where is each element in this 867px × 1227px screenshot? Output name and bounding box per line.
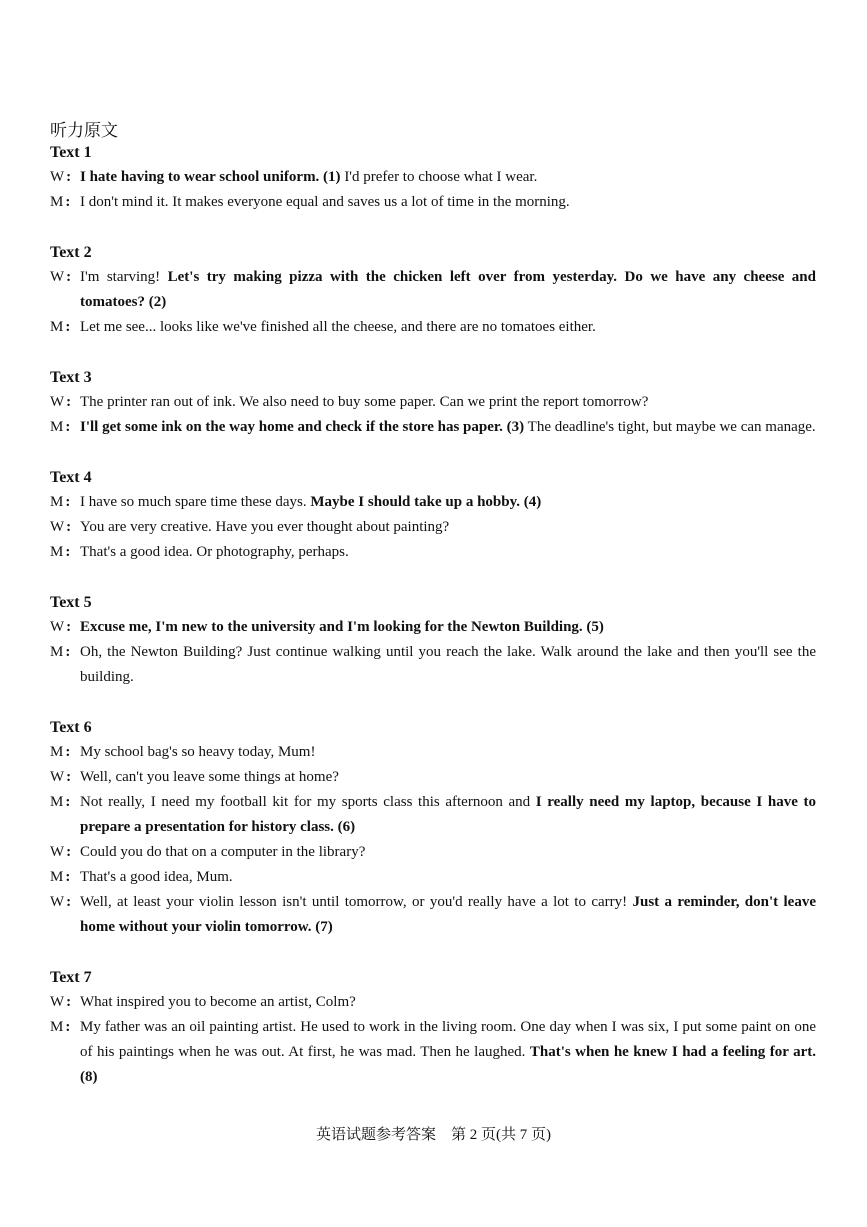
dialogue-line bbox=[50, 490, 816, 515]
line-text bbox=[80, 165, 816, 190]
section-title: Text 6 bbox=[50, 719, 92, 736]
dialogue-line bbox=[50, 415, 816, 440]
line-text bbox=[80, 390, 816, 415]
dialogue-line bbox=[50, 265, 816, 315]
speaker-name: W bbox=[50, 394, 65, 410]
speaker-name: W bbox=[50, 894, 65, 910]
speaker-name: M bbox=[50, 1019, 64, 1035]
transcript-section bbox=[50, 365, 816, 440]
dialogue-text: I'm starving! bbox=[80, 269, 168, 285]
speaker-name: M bbox=[50, 744, 64, 760]
page-footer: 英语试题参考答案 第 2 页(共 7 页) bbox=[316, 1127, 551, 1143]
dialogue-text: Well, can't you leave some things at home? bbox=[80, 769, 339, 785]
speaker-name: M bbox=[50, 419, 64, 435]
answer-clue-text: Maybe I should take up a hobby. (4) bbox=[310, 494, 542, 510]
transcript bbox=[50, 140, 816, 1115]
speaker-name: W bbox=[50, 169, 65, 185]
speaker-label: W : bbox=[50, 619, 72, 635]
answer-clue-text: I hate having to wear school uniform. (1) bbox=[80, 169, 341, 185]
dialogue-line bbox=[50, 615, 816, 640]
speaker-name: W bbox=[50, 619, 65, 635]
dialogue-text: I have so much spare time these days. bbox=[80, 494, 311, 510]
section-title: Text 2 bbox=[50, 244, 92, 261]
page-heading: 听力原文 bbox=[50, 121, 118, 140]
line-text bbox=[80, 190, 816, 215]
speaker-label: M : bbox=[50, 194, 71, 210]
speaker-name: W bbox=[50, 269, 65, 285]
dialogue-line bbox=[50, 740, 816, 765]
line-text bbox=[80, 1015, 816, 1090]
line-text bbox=[80, 540, 816, 565]
dialogue-line bbox=[50, 1015, 816, 1090]
speaker-label: W : bbox=[50, 994, 72, 1010]
section-title: Text 5 bbox=[50, 594, 92, 611]
transcript-section bbox=[50, 465, 816, 565]
dialogue-line bbox=[50, 165, 816, 190]
speaker-label: W : bbox=[50, 169, 72, 185]
dialogue-text: That's a good idea, Mum. bbox=[80, 869, 233, 885]
speaker-name: W bbox=[50, 844, 65, 860]
dialogue-line bbox=[50, 640, 816, 690]
speaker-name: M bbox=[50, 194, 64, 210]
speaker-label: M : bbox=[50, 644, 71, 660]
speaker-name: M bbox=[50, 794, 64, 810]
line-text bbox=[80, 890, 816, 940]
speaker-name: M bbox=[50, 544, 64, 560]
dialogue-text: The deadline's tight, but maybe we can manage. bbox=[524, 419, 816, 435]
speaker-label: W : bbox=[50, 894, 72, 910]
speaker-name: M bbox=[50, 644, 64, 660]
dialogue-line bbox=[50, 315, 816, 340]
line-text bbox=[80, 315, 816, 340]
transcript-section bbox=[50, 240, 816, 340]
line-text bbox=[80, 765, 816, 790]
line-text bbox=[80, 790, 816, 840]
line-text bbox=[80, 990, 816, 1015]
section-title: Text 3 bbox=[50, 369, 92, 386]
dialogue-line bbox=[50, 515, 816, 540]
line-text bbox=[80, 615, 816, 640]
answer-clue-text: I really need my laptop, because I have to prepare a presentation for history class. (6) bbox=[80, 794, 816, 835]
line-text bbox=[80, 640, 816, 690]
dialogue-line bbox=[50, 190, 816, 215]
speaker-name: M bbox=[50, 319, 64, 335]
section-title: Text 7 bbox=[50, 969, 92, 986]
transcript-section bbox=[50, 140, 816, 215]
transcript-section bbox=[50, 590, 816, 690]
dialogue-line bbox=[50, 865, 816, 890]
dialogue-text: I don't mind it. It makes everyone equal and saves us a lot of time in the morning. bbox=[80, 194, 570, 210]
transcript-section bbox=[50, 965, 816, 1090]
speaker-label: M : bbox=[50, 319, 71, 335]
transcript-section bbox=[50, 715, 816, 940]
section-title: Text 1 bbox=[50, 144, 92, 161]
dialogue-text: What inspired you to become an artist, Colm? bbox=[80, 994, 356, 1010]
speaker-name: W bbox=[50, 519, 65, 535]
dialogue-text: Well, at least your violin lesson isn't until tomorrow, or you'd really have a lot to carry! bbox=[80, 894, 633, 910]
dialogue-text: Not really, I need my football kit for my sports class this afternoon and bbox=[80, 794, 536, 810]
speaker-label: M : bbox=[50, 544, 71, 560]
answer-clue-text: That's when he knew I had a feeling for art. (8) bbox=[80, 1044, 816, 1085]
dialogue-line bbox=[50, 390, 816, 415]
speaker-label: W : bbox=[50, 519, 72, 535]
dialogue-text: My father was an oil painting artist. He used to work in the living room. One day when I was six, I put some paint on one of his paintings when he was out. At first, he was mad. Then he laughed. bbox=[80, 1019, 816, 1060]
dialogue-line bbox=[50, 840, 816, 865]
dialogue-text: That's a good idea. Or photography, perhaps. bbox=[80, 544, 349, 560]
speaker-label: M : bbox=[50, 794, 71, 810]
dialogue-text: My school bag's so heavy today, Mum! bbox=[80, 744, 316, 760]
line-text bbox=[80, 840, 816, 865]
dialogue-text: Could you do that on a computer in the library? bbox=[80, 844, 366, 860]
dialogue-line bbox=[50, 790, 816, 840]
speaker-label: W : bbox=[50, 769, 72, 785]
line-text bbox=[80, 740, 816, 765]
speaker-label: M : bbox=[50, 869, 71, 885]
dialogue-line bbox=[50, 990, 816, 1015]
dialogue-text: I'd prefer to choose what I wear. bbox=[340, 169, 538, 185]
speaker-label: M : bbox=[50, 494, 71, 510]
line-text bbox=[80, 490, 816, 515]
line-text bbox=[80, 265, 816, 315]
speaker-name: M bbox=[50, 869, 64, 885]
dialogue-text: You are very creative. Have you ever thought about painting? bbox=[80, 519, 450, 535]
speaker-name: M bbox=[50, 494, 64, 510]
speaker-name: W bbox=[50, 994, 65, 1010]
speaker-label: M : bbox=[50, 1019, 71, 1035]
speaker-label: M : bbox=[50, 744, 71, 760]
dialogue-text: The printer ran out of ink. We also need to buy some paper. Can we print the report tomorrow? bbox=[80, 394, 649, 410]
answer-clue-text: Just a reminder, don't leave home without your violin tomorrow. (7) bbox=[80, 894, 816, 935]
speaker-label: M : bbox=[50, 419, 71, 435]
speaker-label: W : bbox=[50, 394, 72, 410]
dialogue-text: Let me see... looks like we've finished all the cheese, and there are no tomatoes either. bbox=[80, 319, 596, 335]
speaker-label: W : bbox=[50, 844, 72, 860]
answer-clue-text: Excuse me, I'm new to the university and I'm looking for the Newton Building. (5) bbox=[80, 619, 604, 635]
line-text bbox=[80, 865, 816, 890]
dialogue-line bbox=[50, 540, 816, 565]
answer-clue-text: Let's try making pizza with the chicken left over from yesterday. Do we have any cheese and tomatoes? (2) bbox=[80, 269, 816, 310]
answer-clue-text: I'll get some ink on the way home and check if the store has paper. (3) bbox=[80, 419, 525, 435]
dialogue-line bbox=[50, 765, 816, 790]
section-title: Text 4 bbox=[50, 469, 92, 486]
speaker-label: W : bbox=[50, 269, 72, 285]
line-text bbox=[80, 515, 816, 540]
speaker-name: W bbox=[50, 769, 65, 785]
dialogue-line bbox=[50, 890, 816, 940]
line-text bbox=[80, 415, 816, 440]
dialogue-text: Oh, the Newton Building? Just continue walking until you reach the lake. Walk around the lake and then you'll see the building. bbox=[80, 644, 816, 685]
